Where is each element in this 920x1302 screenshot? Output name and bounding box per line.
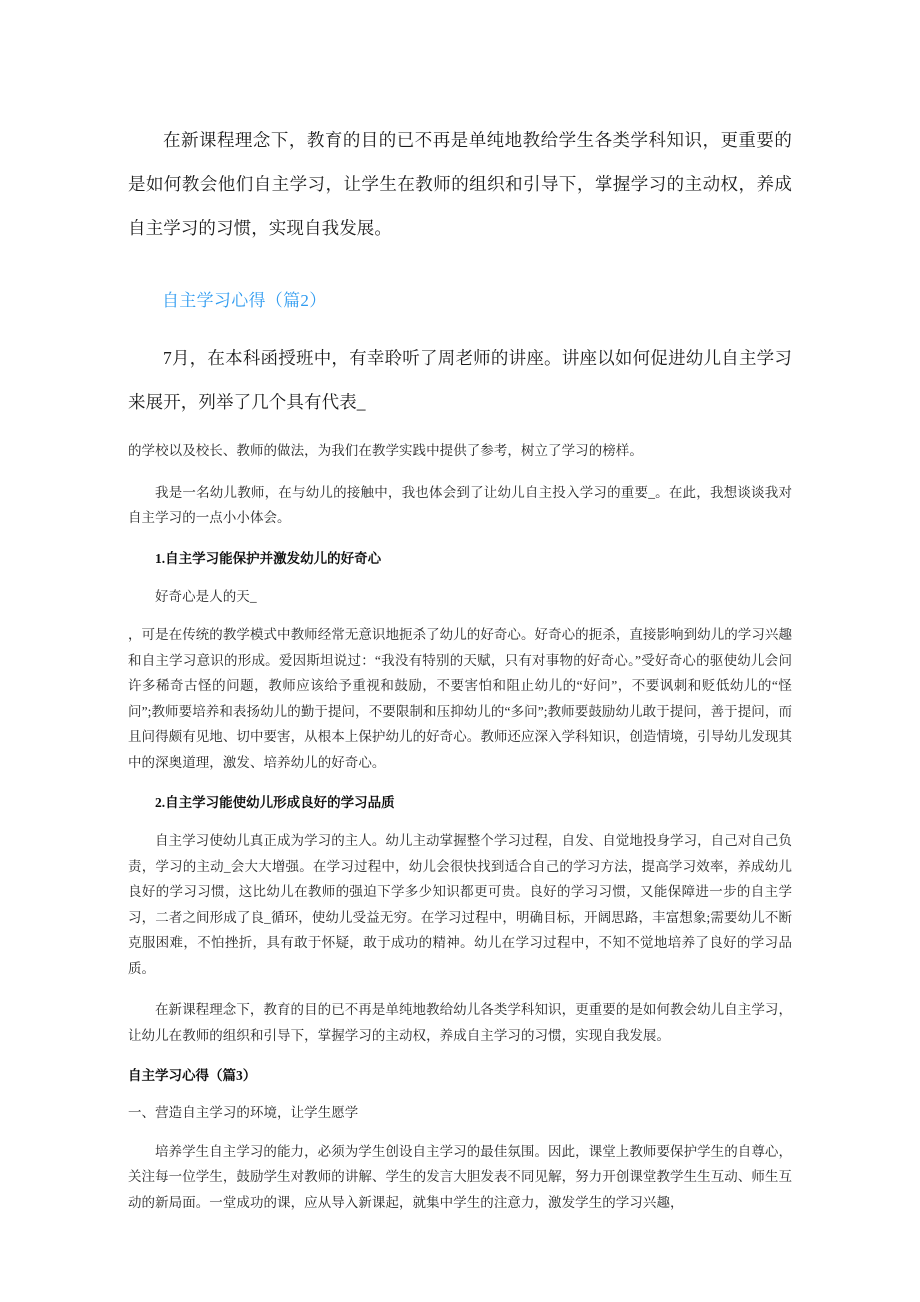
paragraph-new-curriculum: 在新课程理念下，教育的目的已不再是单纯地教给幼儿各类学科知识，更重要的是如何教会幼儿自主学习，让幼儿在教师的组织和引导下，掌握学习的主动权，养成自主学习的习惯，实现自我发展。 (128, 1002, 792, 1043)
paragraph-teacher-experience: 我是一名幼儿教师，在与幼儿的接触中，我也体会到了让幼儿自主投入学习的重要_。在此，我想谈谈我对自主学习的一点小小体会。 (128, 484, 792, 525)
subheading-curiosity: 1.自主学习能保护并激发幼儿的好奇心 (155, 550, 382, 566)
paragraph-curiosity-lead: 好奇心是人的天_ (155, 588, 257, 604)
paragraph-curiosity-body: ，可是在传统的教学模式中教师经常无意识地扼杀了幼儿的好奇心。好奇心的扼杀，直接影响到幼儿的学习兴趣和自主学习意识的形成。爱因斯坦说过：“我没有特别的天赋，只有对事物的好奇心。”受好奇心的驱使幼儿会问许多稀奇古怪的问题，教师应该给予重视和鼓励，不要害怕和阻止幼儿的“好问”，不要讽刺和贬低幼儿的“怪问”;教师要培养和表扬幼儿的勤于提问，不要限制和压抑幼儿的“多问”;教师要鼓励幼儿敢于提问，善于提问，而且问得颇有见地、切中要害，从根本上保护幼儿的好奇心。教师还应深入学科知识，创造情境，引导幼儿发现其中的深奥道理，激发、培养幼儿的好奇心。 (128, 627, 792, 770)
spacer (128, 1088, 792, 1100)
paragraph-intro: 在新课程理念下，教育的目的已不再是单纯地教给学生各类学科知识，更重要的是如何教会他们自主学习，让学生在教师的组织和引导下，掌握学习的主动权，养成自主学习的习惯，实现自我发展。 (128, 130, 792, 238)
paragraph-lecture-intro: 7月，在本科函授班中，有幸聆听了周老师的讲座。讲座以如何促进幼儿自主学习来展开，列举了几个具有代表_ (128, 348, 792, 412)
spacer (128, 609, 792, 622)
heading-pian-3: 自主学习心得（篇3） (128, 1068, 257, 1083)
spacer (128, 464, 792, 480)
spacer (128, 775, 792, 791)
paragraph-learning-quality-body: 自主学习使幼儿真正成为学习的主人。幼儿主动掌握整个学习过程，自发、自觉地投身学习，自己对自己负责，学习的主动_会大大增强。在学习过程中，幼儿会很快找到适合自己的学习方法，提高学习效率，养成幼儿良好的学习习惯，这比幼儿在教师的强迫下学多少知识都更可贵。良好的学习习惯，又能保障进一步的自主学习，二者之间形成了良_循环，使幼儿受益无穷。在学习过程中，明确目标，开阔思路，丰富想象;需要幼儿不断克服困难，不怕挫折，具有敢于怀疑，敢于成功的精神。幼儿在学习过程中，不知不觉地培养了良好的学习品质。 (128, 833, 792, 976)
paragraph-schools-continuation: 的学校以及校长、教师的做法，为我们在教学实践中提供了参考，树立了学习的榜样。 (128, 443, 643, 458)
subheading-learning-quality: 2.自主学习能使幼儿形成良好的学习品质 (155, 795, 395, 810)
spacer (128, 531, 792, 547)
top-spacer (128, 0, 792, 118)
spacer (128, 571, 792, 584)
heading-pian-2: 自主学习心得（篇2） (162, 291, 327, 310)
spacer (128, 250, 792, 286)
spacer (128, 981, 792, 997)
spacer (128, 424, 792, 438)
spacer (128, 1126, 792, 1139)
spacer (128, 316, 792, 336)
paragraph-environment-body: 培养学生自主学习的能力，必须为学生创设自主学习的最佳氛围。因此，课堂上教师要保护学生的自尊心，关注每一位学生，鼓励学生对教师的讲解、学生的发言大胆发表不同见解，努力开创课堂教学生生互动、师生互动的新局面。一堂成功的课，应从导入新课起，就集中学生的注意力，激发学生的学习兴趣， (128, 1143, 792, 1210)
spacer (128, 815, 792, 828)
document-content (128, 0, 792, 1215)
spacer (128, 1048, 792, 1064)
paragraph-environment-point: 一、营造自主学习的环境，让学生愿学 (128, 1105, 359, 1120)
